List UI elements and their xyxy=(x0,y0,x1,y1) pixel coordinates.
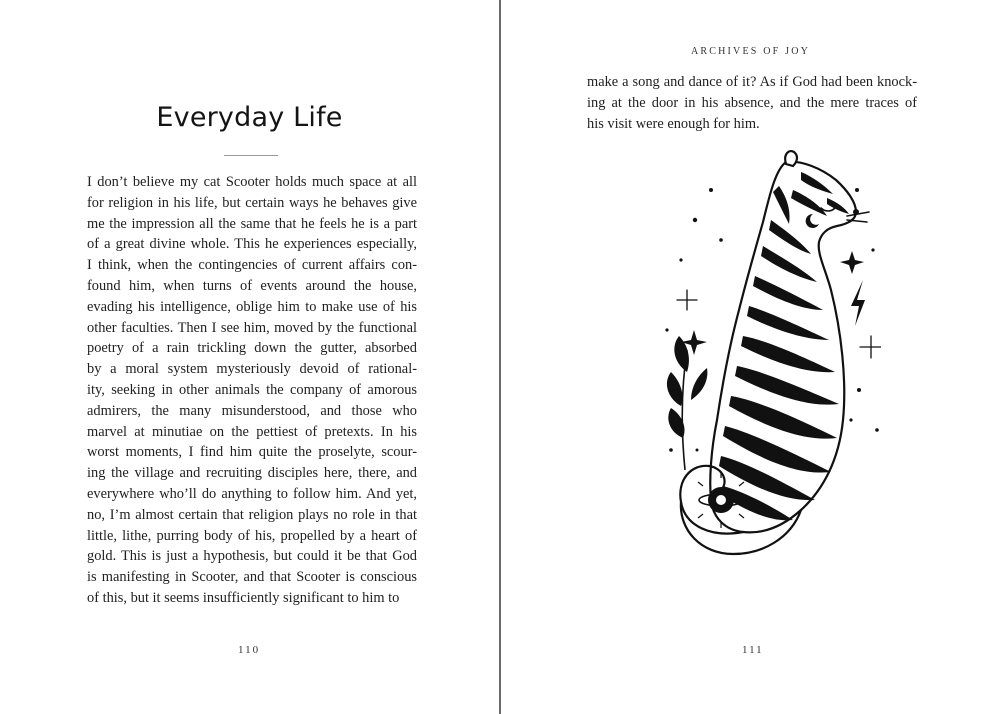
text-line: admirers, the many misunderstood, and those who xyxy=(87,402,417,419)
text-line: for religion in his life, but certain ways he behaves give xyxy=(87,194,417,211)
chapter-title: Everyday Life xyxy=(156,102,343,133)
text-line: found him, when turns of events around the house, xyxy=(87,277,417,294)
text-line: is manifesting in Scooter, and that Scooter is conscious xyxy=(87,569,417,586)
text-line: make a song and dance of it? As if God had been knock- xyxy=(587,74,917,90)
text-line: other faculties. Then I see him, moved by the functional xyxy=(87,319,417,336)
text-line: little, lithe, purring body of his, propelled by a heart of xyxy=(87,527,417,544)
running-head: ARCHIVES OF JOY xyxy=(690,46,811,57)
text-line: ing the village and recruiting disciples here, there, and xyxy=(87,465,417,482)
text-line: everywhere who’ll do anything to follow him. And yet, xyxy=(87,485,417,502)
right-page xyxy=(501,0,1000,714)
text-line: ity, seeking in other animals the company of amorous xyxy=(87,381,417,398)
text-line: of this, but it seems insufficiently significant to him to xyxy=(87,589,400,606)
text-line: no, I’m almost certain that religion plays no role in that xyxy=(87,506,417,523)
text-line: me the impression all the same that he feels he is a part xyxy=(87,215,417,232)
body-paragraph xyxy=(87,172,417,609)
text-line: marvel at minutiae on the pettiest of pretexts. In his xyxy=(87,423,417,440)
title-divider xyxy=(224,155,278,156)
text-line: ing at the door in his absence, and the mere traces of xyxy=(587,95,917,111)
text-line: of a great divine whole. This he experiences especially, xyxy=(87,236,417,253)
text-line: evading his intelligence, oblige him to make use of his xyxy=(87,298,417,315)
text-line: worst moments, I find him quite the proselyte, scour- xyxy=(87,444,417,461)
text-line: gold. This is just a hypothesis, but could it be that God xyxy=(87,548,417,565)
continued-paragraph xyxy=(587,72,917,135)
text-line: by a moral system mysteriously devoid of rational- xyxy=(87,361,417,378)
text-line: I think, when the contingencies of current affairs con- xyxy=(87,257,417,274)
text-line: I don’t believe my cat Scooter holds much space at all xyxy=(87,174,417,190)
page-number: 110 xyxy=(238,644,261,656)
page-number: 111 xyxy=(742,644,764,656)
text-line: his visit were enough for him. xyxy=(587,116,760,132)
tiger-illustration xyxy=(651,150,881,580)
left-page xyxy=(0,0,499,714)
text-line: poetry of a rain trickling down the gutter, absorbed xyxy=(87,340,417,357)
